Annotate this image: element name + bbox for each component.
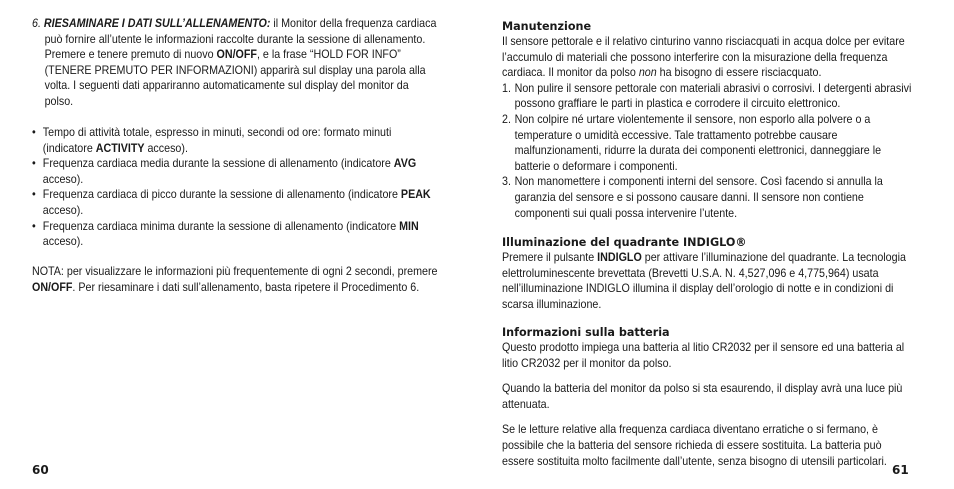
list-item: • Frequenza cardiaca minima durante la sessione di allenamento (indicatore MIN acceso).: [32, 218, 419, 249]
indicator-label: AVG: [393, 156, 417, 171]
battery-heading: Informazioni sulla batteria: [502, 326, 670, 339]
list-item: • Frequenza cardiaca di picco durante la sessione di allenamento (indicatore PEAK acceso).: [32, 187, 431, 217]
battery-paragraph-3: Se le letture relative alla frequenza cardiaca diventano erratiche o si fermano, è possibile che la batteria del sensore richieda di essere sostituita. La batteria può essere sostituita molto facilmente dall’utente, senza bisogno di utensili particolari.: [502, 422, 887, 468]
list-item: • Frequenza cardiaca media durante la sessione di allenamento (indicatore AVG acceso).: [32, 156, 417, 186]
emphasis: non: [638, 65, 657, 80]
maintenance-intro: Il sensore pettorale e il relativo cinturino vanno risciacquati in acqua dolce per evitare l’accumulo di materiali che possono interferire con la misurazione della frequenza cardiaca. Il monitor da polso non ha bisogno di essere risciacquato.: [502, 34, 905, 80]
page-number-right: 61: [892, 463, 909, 477]
on-off-label: ON/OFF: [32, 279, 73, 294]
indiglo-heading: Illuminazione del quadrante INDIGLO®: [502, 236, 747, 249]
list-item: 2. Non colpire né urtare violentemente il sensore, non esporlo alla polvere o a temperature o umidità eccessive. Tale trattamento potrebbe causare malfunzionamenti, ridurre la durata dei componenti elettronici, danneggiare le batterie o deformare i componenti.: [502, 111, 882, 173]
battery-paragraph-2: Quando la batteria del monitor da polso si sta esaurendo, il display avrà una luce più attenuata.: [502, 381, 903, 411]
bullet-icon: •: [32, 218, 36, 233]
indicator-label: ACTIVITY: [95, 140, 145, 155]
list-item: 1. Non pulire il sensore pettorale con materiali abrasivi o corrosivi. I detergenti abrasivi possono graffiare le parti in plastica e corrodere il circuito elettronico.: [502, 80, 912, 111]
bullet-icon: •: [32, 187, 36, 202]
page-number-left: 60: [32, 463, 49, 477]
data-list: [32, 125, 440, 250]
maintenance-heading: Manutenzione: [502, 20, 592, 33]
note: [32, 264, 440, 295]
battery-section: [502, 325, 914, 469]
on-off-label: ON/OFF: [216, 47, 257, 62]
step-text: il Monitor della frequenza cardiaca può fornire all’utente le informazioni raccolte durante la sessione di allenamento. Premere e tenere premuto di nuovo: [44, 16, 437, 62]
step-6: [32, 16, 440, 110]
indicator-label: MIN: [399, 218, 419, 233]
step-number: 6.: [32, 16, 41, 30]
step-heading: RIESAMINARE I DATI SULL’ALLENAMENTO:: [43, 16, 271, 30]
battery-paragraph-1: Questo prodotto impiega una batteria al litio CR2032 per il sensore ed una batteria al litio CR2032 per il monitor da polso.: [502, 340, 905, 370]
bullet-icon: •: [32, 156, 36, 171]
maintenance-section: [502, 19, 914, 221]
indiglo-section: [502, 235, 914, 312]
step-text-cont: , e la frase “HOLD FOR INFO” (TENERE PREMUTO PER INFORMAZIONI) apparirà sul display una parola alla volta. I seguenti dati appariranno automaticamente sul display del monitor da polso.: [44, 47, 426, 108]
list-item: 3. Non manomettere i componenti interni del sensore. Così facendo si annulla la garanzia del sensore e si possono causare danni. Il sensore non contiene componenti sui quali possa intervenire l’utente.: [502, 174, 883, 220]
note-paragraph: NOTA: per visualizzare le informazioni più frequentemente di ogni 2 secondi, premere ON/OFF. Per riesaminare i dati sull’allenamento, basta ripetere il Procedimento 6.: [32, 264, 438, 294]
indicator-label: PEAK: [400, 187, 431, 202]
bullet-icon: •: [32, 125, 36, 139]
indiglo-label: INDIGLO: [597, 250, 642, 264]
list-item: • Tempo di attività totale, espresso in minuti, secondi od ore: formato minuti (indicatore ACTIVITY acceso).: [32, 125, 392, 155]
maintenance-steps: [502, 81, 914, 221]
indiglo-paragraph: Premere il pulsante INDIGLO per attivare l’illuminazione del quadrante. La tecnologia elettroluminescente brevettata (Brevetti U.S.A. N. 4,527,096 e 4,775,964) usata nell’illuminazione INDIGLO illumina il display dell’orologio di notte e in condizioni di scarsa illuminazione.: [502, 250, 906, 311]
step-6-paragraph: [32, 16, 440, 110]
